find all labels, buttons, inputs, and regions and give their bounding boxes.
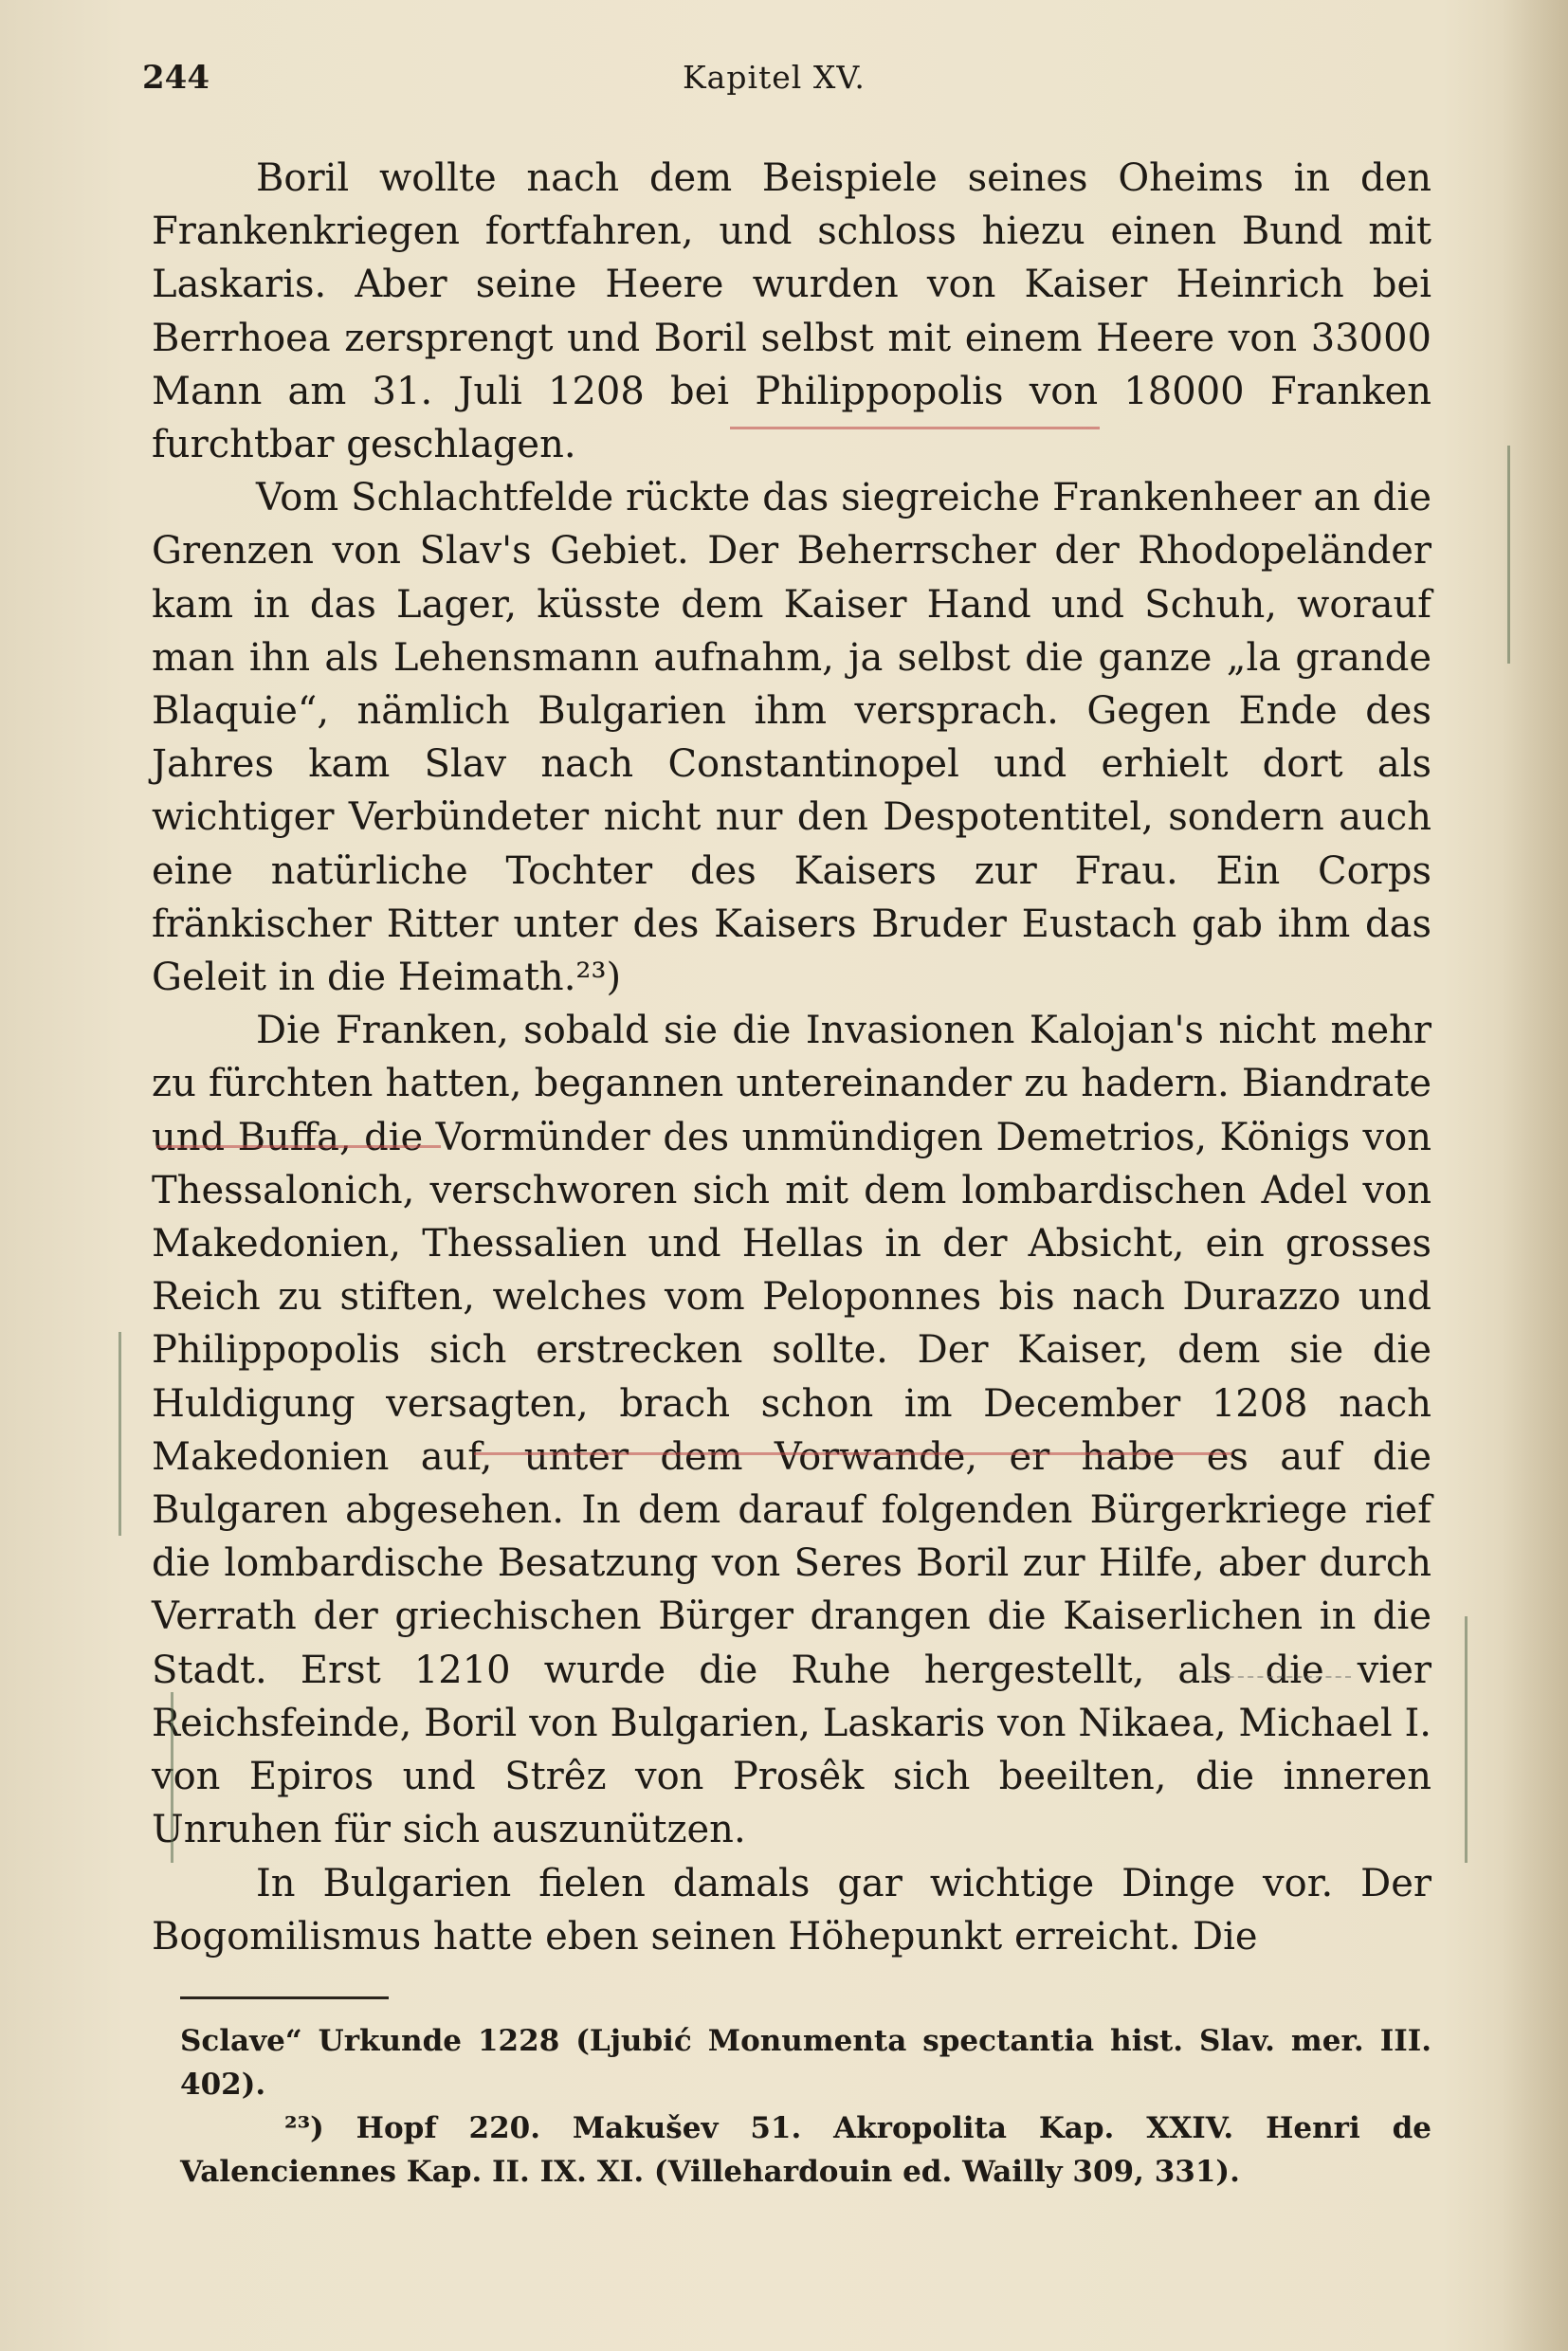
margin-mark-annotation [1465, 1616, 1468, 1863]
margin-mark-annotation [1507, 446, 1510, 664]
paragraph: Die Franken, sobald sie die Invasionen Kalojan's nicht mehr zu fürchten hatten, begannen untereinander zu hadern. Biandrate und Buffa, die Vormünder des unmündigen Demetrios, Königs von Thessalonich, verschworen sich mit dem lombardischen Adel von Makedonien, Thessalien und Hellas in der Absicht, ein grosses Reich zu stiften, welches vom Peloponnes bis nach Durazzo und Philippopolis sich erstrecken sollte. Der Kaiser, dem sie die Huldigung versagten, brach schon im December 1208 nach Makedonien auf, unter dem Vorwande, er habe es auf die Bulgaren abgesehen. In dem darauf folgenden Bürgerkriege rief die lombardische Besatzung von Seres Boril zur Hilfe, aber durch Verrath der griechischen Bürger drangen die Kaiserlichen in die Stadt. Erst 1210 wurde die Ruhe hergestellt, als die vier Reichsfeinde, Boril von Bulgarien, Laskaris von Nikaea, Michael I. von Epiros und Strêz von Prosêk sich beeilten, die inneren Unruhen für sich auszunützen. [152, 1009, 1431, 1852]
page-header [142, 59, 1431, 106]
paragraph: In Bulgarien fielen damals gar wichtige Dinge vor. Der Bogomilismus hatte eben seinen Höhepunkt erreicht. Die [152, 1861, 1431, 1959]
red-underline-annotation [730, 427, 1100, 429]
running-head: Kapitel XV. [683, 59, 866, 96]
paragraph: Boril wollte nach dem Beispiele seines Oheims in den Frankenkriegen fortfahren, und schloss hiezu einen Bund mit Laskaris. Aber seine Heere wurden von Kaiser Heinrich bei Berrhoea zersprengt und Boril selbst mit einem Heere von 33000 Mann am 31. Juli 1208 bei Philippopolis von 18000 Franken furchtbar geschlagen. [152, 156, 1431, 467]
margin-mark-annotation [119, 1332, 121, 1536]
footnote-rule [180, 1996, 389, 1999]
page-edge-shadow [1502, 0, 1568, 2351]
footnote: ²³) Hopf 220. Makušev 51. Akropolita Kap. XXIV. Henri de Valenciennes Kap. II. IX. XI. (Villehardouin ed. Wailly 309, 331). [180, 2111, 1431, 2189]
footnotes [180, 2019, 1431, 2194]
page-number: 244 [142, 59, 210, 97]
footnote-continuation: Sclave“ Urkunde 1228 (Ljubić Monumenta spectantia hist. Slav. mer. III. 402). [180, 2024, 1431, 2102]
body-text [152, 152, 1431, 1963]
margin-mark-annotation [171, 1692, 173, 1863]
pencil-underline-annotation [1209, 1676, 1351, 1678]
red-underline-annotation [474, 1452, 1232, 1455]
red-underline-annotation [156, 1145, 441, 1148]
paragraph: Vom Schlachtfelde rückte das siegreiche Frankenheer an die Grenzen von Slav's Gebiet. Der Beherrscher der Rhodopeländer kam in das Lager, küsste dem Kaiser Hand und Schuh, worauf man ihn als Lehensmann aufnahm, ja selbst die ganze „la grande Blaquie“, nämlich Bulgarien ihm versprach. Gegen Ende des Jahres kam Slav nach Constantinopel und erhielt dort als wichtiger Verbündeter nicht nur den Despotentitel, sondern auch eine natürliche Tochter des Kaisers zur Frau. Ein Corps fränkischer Ritter unter des Kaisers Bruder Eustach gab ihm das Geleit in die Heimath.²³) [152, 476, 1431, 1000]
